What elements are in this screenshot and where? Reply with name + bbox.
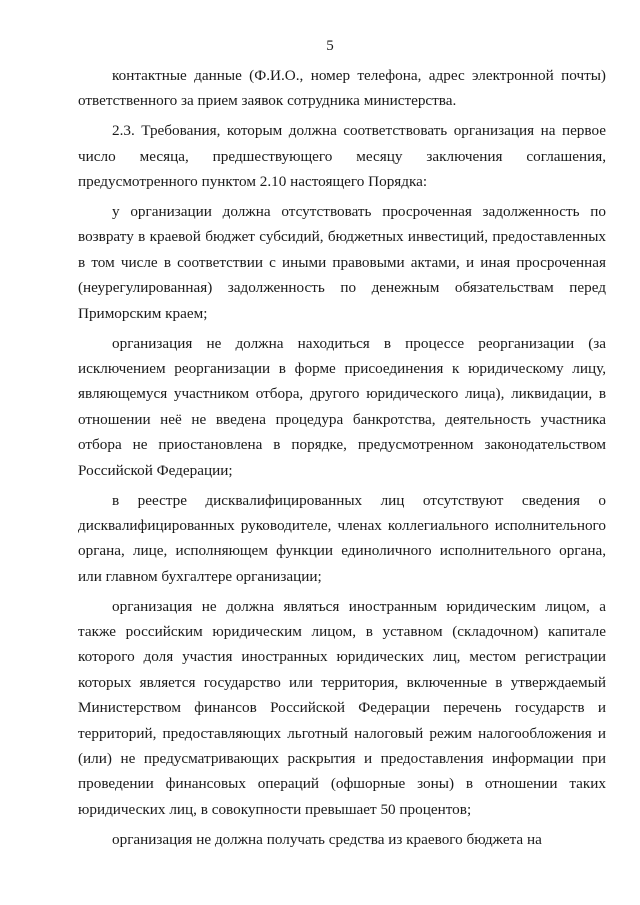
paragraph-regional-budget-funds: организация не должна получать средства из краевого бюджета на: [112, 830, 542, 848]
paragraph-foreign-entity: организация не должна являться иностранным юридическим лицом, а также российским юридическим лицом, в уставном (складочном) капитале которого доля участия иностранных юридических лиц, местом регистрации которых является государство или территория, включенные в утверждаемый Министерством финансов Российской Федерации перечень государств и территорий, предоставляющих льготный налоговый режим налогообложения и (или) не предусматривающих раскрытия и предоставления информации при проведении финансовых операций (офшорные зоны) в отношении таких юридических лиц, в совокупности превышает 50 процентов;: [78, 597, 606, 818]
paragraph-no-reorganization: организация не должна находиться в процессе реорганизации (за исключением реорганизации в форме присоединения к юридическому лицу, являющемуся участником отбора, другого юридического лица), ликвидации, в отношении неё не введена процедура банкротства, деятельность участника отбора не приостановлена в порядке, предусмотренном законодательством Российской Федерации;: [78, 334, 606, 479]
paragraph-section-2-3: 2.3. Требования, которым должна соответствовать организация на первое число месяца, предшествующего месяцу заключения соглашения, предусмотренного пунктом 2.10 настоящего Порядка:: [78, 122, 606, 191]
document-body: [78, 63, 606, 852]
page-number: 5: [326, 38, 334, 54]
paragraph-contact-data: контактные данные (Ф.И.О., номер телефона, адрес электронной почты) ответственного за прием заявок сотрудника министерства.: [78, 67, 606, 110]
paragraph-disqualified-persons: в реестре дисквалифицированных лиц отсутствуют сведения о дисквалифицированных руководителе, членах коллегиального исполнительного органа, лице, исполняющем функции единоличного исполнительного органа, или главном бухгалтере организации;: [78, 491, 606, 585]
paragraph-no-overdue-debt: у организации должна отсутствовать просроченная задолженность по возврату в краевой бюджет субсидий, бюджетных инвестиций, предоставленных в том числе в соответствии с иными правовыми актами, и иная просроченная (неурегулированная) задолженность по денежным обязательствам перед Приморским краем;: [78, 203, 606, 322]
